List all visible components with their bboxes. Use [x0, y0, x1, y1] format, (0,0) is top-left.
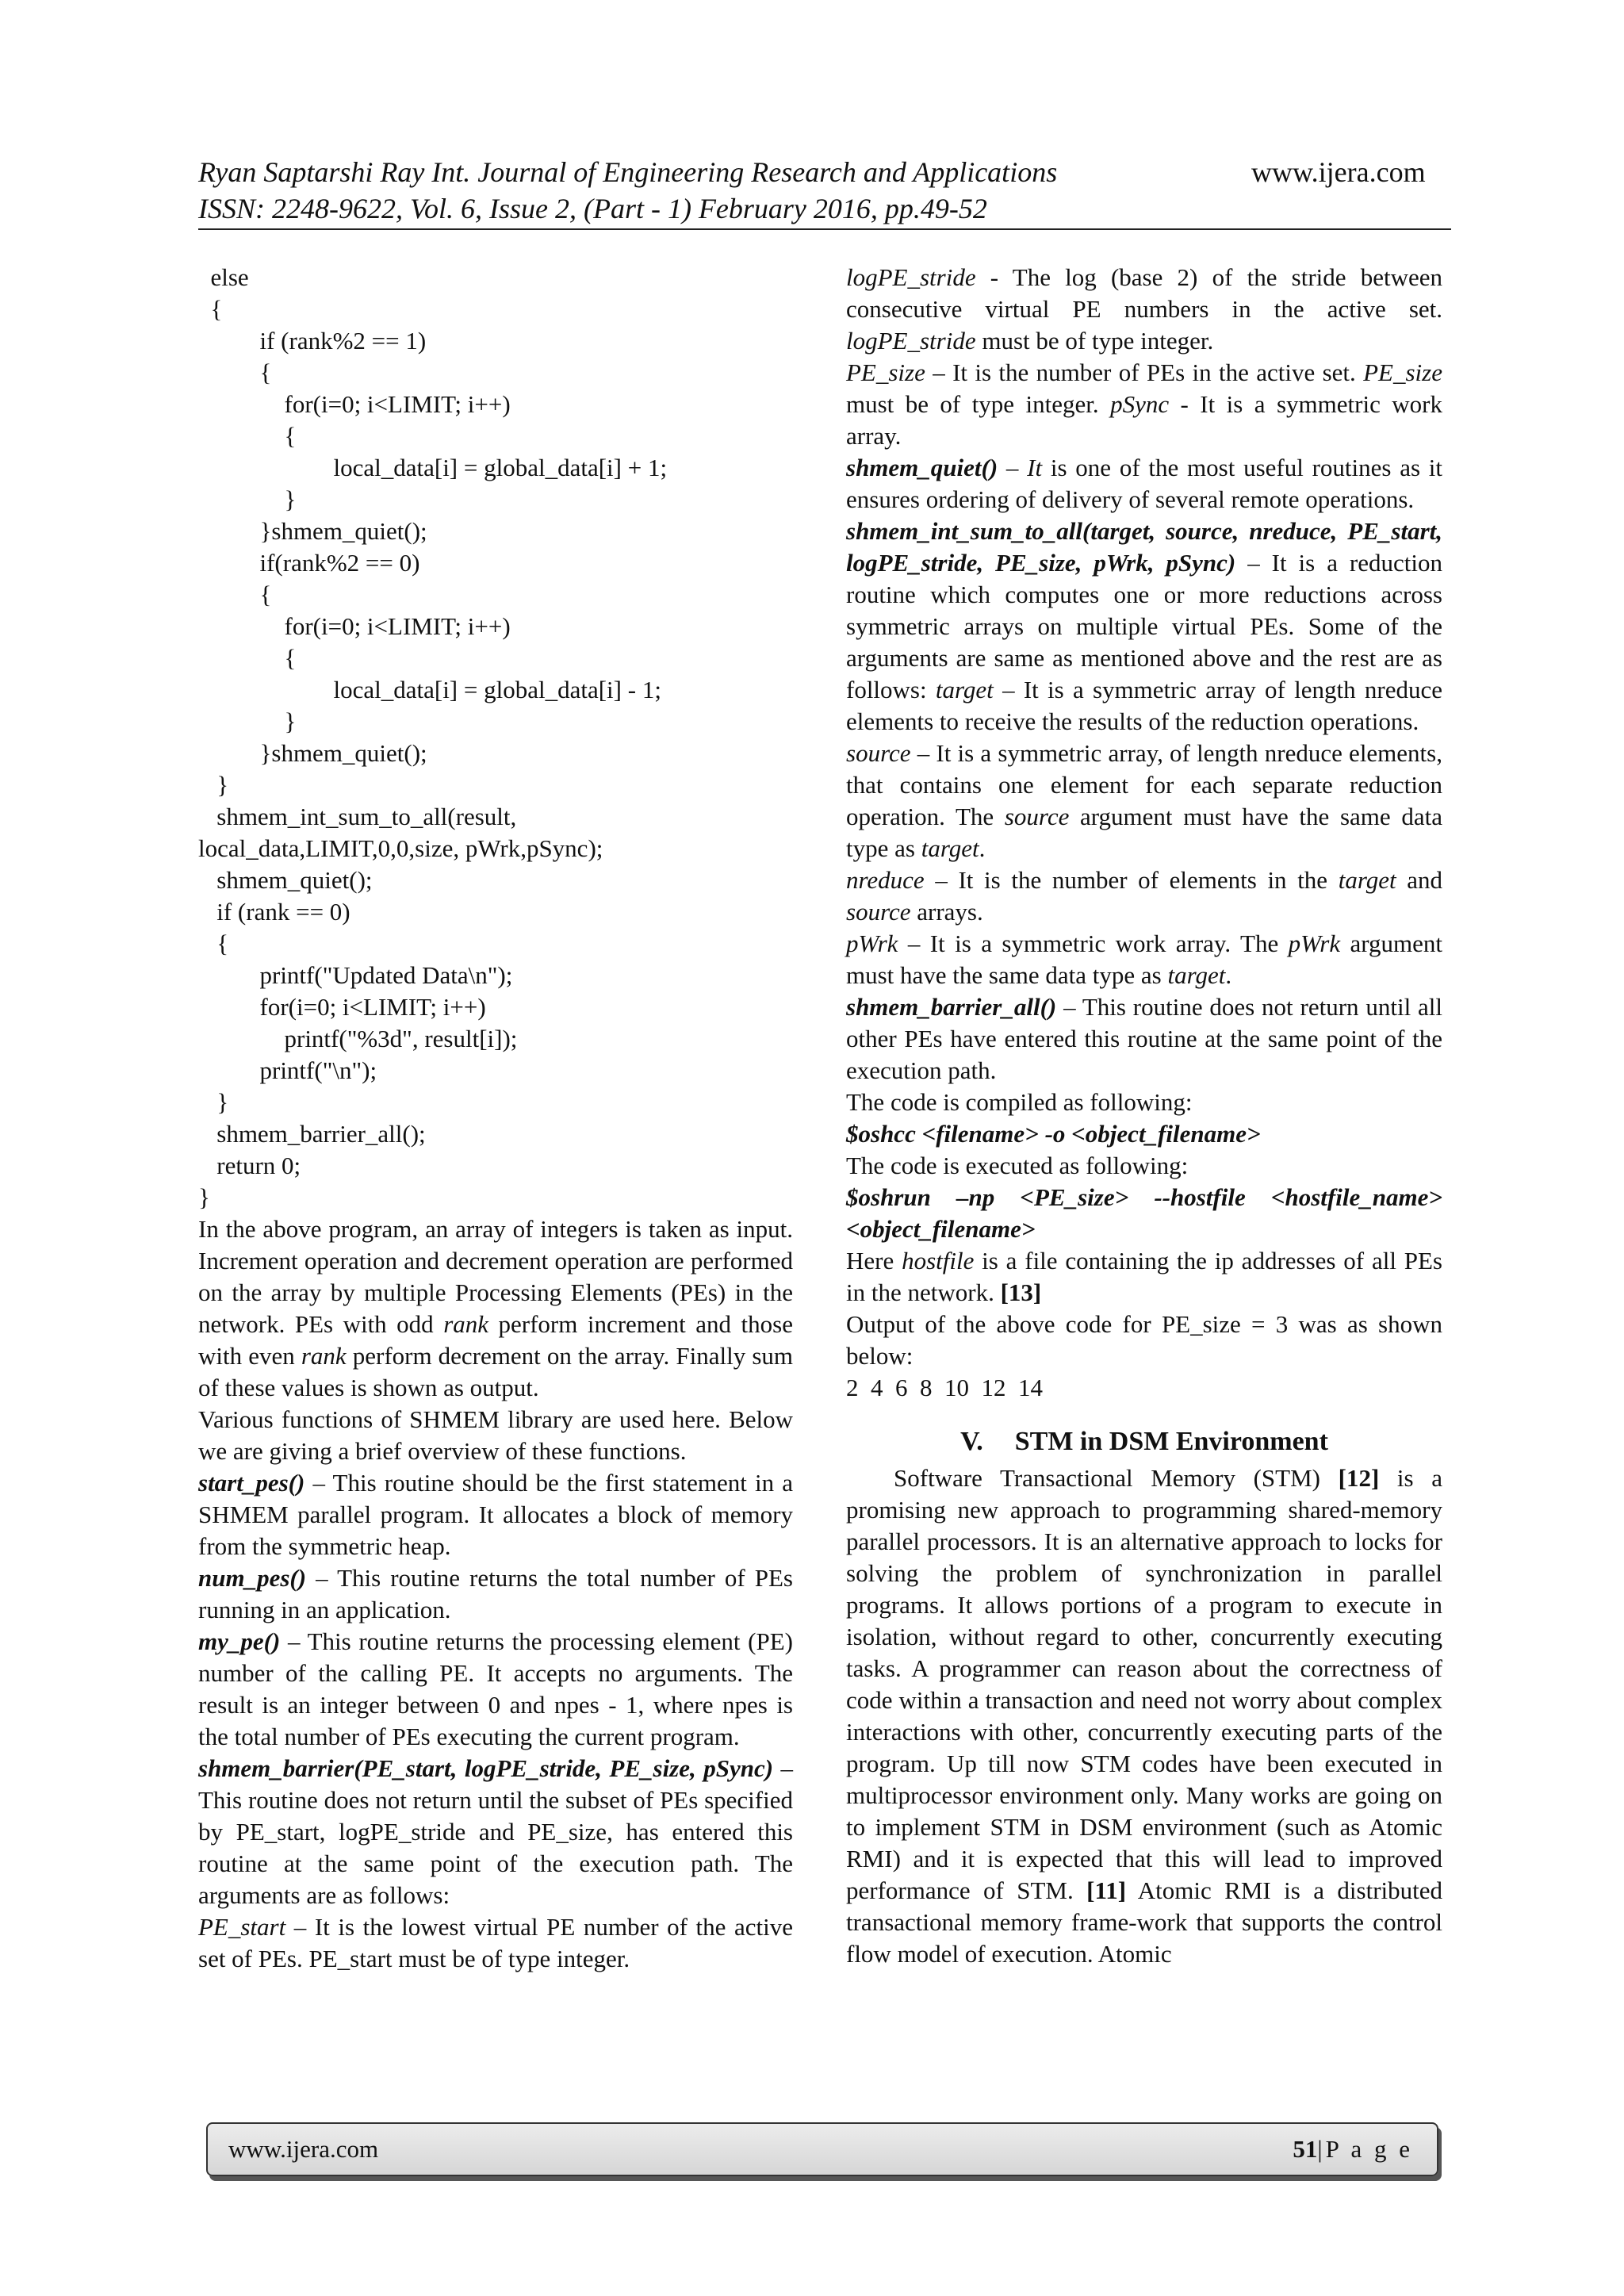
output-values: 2 4 6 8 10 12 14: [846, 1374, 1043, 1401]
code-line: local_data[i] = global_data[i] - 1;: [198, 676, 661, 703]
code-line: {: [198, 295, 223, 323]
code-line: if (rank%2 == 1): [198, 327, 427, 355]
def-nreduce: nreduce – It is the number of elements in the target and source arrays.: [846, 866, 1443, 926]
header-site-url[interactable]: www.ijera.com: [1251, 156, 1426, 188]
code-line: shmem_barrier_all();: [198, 1120, 426, 1148]
def-pe-size: PE_size – It is the number of PEs in the active set. PE_size must be of type integer. pSync - It is a symmetric work array.: [846, 358, 1442, 450]
code-line: if(rank%2 == 0): [198, 549, 420, 577]
code-line: if (rank == 0): [198, 898, 350, 926]
execute-label: The code is executed as following:: [846, 1152, 1189, 1179]
page-number: 51|P a g e: [1293, 2135, 1413, 2163]
code-line: {: [198, 358, 272, 386]
code-line: }: [198, 1088, 229, 1116]
def-pwrk: pWrk – It is a symmetric work array. The pWrk argument must have the same data type as target.: [846, 930, 1442, 989]
code-line: }shmem_quiet();: [198, 739, 427, 767]
code-line: {: [198, 422, 297, 450]
right-column: [846, 262, 1442, 1970]
def-logpe-stride: logPE_stride - The log (base 2) of the stride between consecutive virtual PE numbers in the active set. logPE_stride must be of type integer.: [846, 263, 1442, 355]
header-rule: [198, 228, 1451, 230]
paragraph-functions-intro: Various functions of SHMEM library are used here. Below we are giving a brief overview of these functions.: [198, 1405, 793, 1465]
stm-paragraph: Software Transactional Memory (STM) [12] is a promising new approach to programming shared-memory parallel processors. It is an alternative approach to locks for solving the problem of synchronization in parallel programs. It allows portions of a program to execute in isolation, without regard to other, concurrently executing tasks. A programmer can reason about the correctness of code within a transaction and need not worry about complex interactions with other, concurrently executing parts of the program. Up till now STM codes have been executed in multiprocessor environment only. Many works are going on to implement STM in DSM environment (such as Atomic RMI) and it is expected that this will lead to improved performance of STM. [11] Atomic RMI is a distributed transactional memory frame-work that supports the control flow model of execution. Atomic: [846, 1464, 1442, 1968]
code-line: {: [198, 644, 297, 672]
compile-label: The code is compiled as following:: [846, 1088, 1193, 1116]
code-line: }: [198, 707, 297, 735]
page-footer: [206, 2122, 1438, 2176]
code-line: local_data[i] = global_data[i] + 1;: [198, 454, 668, 481]
def-shmem-quiet: shmem_quiet() – It is one of the most useful routines as it ensures ordering of delivery of several remote operations.: [846, 454, 1443, 513]
compile-command: $oshcc <filename> -o <object_filename>: [846, 1120, 1261, 1148]
code-line: local_data,LIMIT,0,0,size, pWrk,pSync);: [198, 834, 603, 862]
hostfile-paragraph: Here hostfile is a file containing the ip addresses of all PEs in the network. [13]: [846, 1247, 1442, 1306]
code-line: for(i=0; i<LIMIT; i++): [198, 993, 486, 1021]
code-line: shmem_quiet();: [198, 866, 373, 894]
code-line: printf("%3d", result[i]);: [198, 1025, 518, 1052]
running-header-issn: ISSN: 2248-9622, Vol. 6, Issue 2, (Part - 1) February 2016, pp.49-52: [198, 193, 987, 224]
code-line: printf("\n");: [198, 1056, 377, 1084]
def-start-pes: start_pes() – This routine should be the first statement in a SHMEM parallel program. It allocates a block of memory from the symmetric heap.: [198, 1469, 793, 1560]
footer-site-url[interactable]: www.ijera.com: [228, 2135, 379, 2163]
code-line: for(i=0; i<LIMIT; i++): [198, 612, 511, 640]
def-source: source – It is a symmetric array, of length nreduce elements, that contains one element for each separate reduction operation. The source argument must have the same data type as target.: [846, 739, 1443, 862]
code-line: {: [198, 581, 272, 608]
code-line: }: [198, 1183, 210, 1211]
def-shmem-int-sum: shmem_int_sum_to_all(target, source, nreduce, PE_start, logPE_stride, PE_size, pWrk, pSync) – It is a reduction routine which computes one or more reductions across symmetric arrays on multiple virtual PEs. Some of the arguments are same as mentioned above and the rest are as follows: target – It is a symmetric array of length nreduce elements to receive the results of the reduction operations.: [846, 517, 1442, 735]
code-listing: [198, 262, 793, 1213]
code-line: }shmem_quiet();: [198, 517, 427, 545]
code-line: else: [198, 263, 249, 291]
code-line: return 0;: [198, 1152, 301, 1179]
code-line: printf("Updated Data\n");: [198, 961, 513, 989]
code-line: }: [198, 485, 297, 513]
def-num-pes: num_pes() – This routine returns the total number of PEs running in an application.: [198, 1564, 793, 1623]
running-header-journal: Ryan Saptarshi Ray Int. Journal of Engineering Research and Applications: [198, 156, 1058, 188]
code-line: {: [198, 930, 229, 957]
code-line: }: [198, 771, 229, 799]
code-line: for(i=0; i<LIMIT; i++): [198, 390, 511, 418]
output-paragraph: Output of the above code for PE_size = 3 was as shown below:: [846, 1310, 1442, 1370]
def-shmem-barrier-all: shmem_barrier_all() – This routine does not return until all other PEs have entered this routine at the same point of the execution path.: [846, 993, 1442, 1084]
paragraph-program-description: In the above program, an array of integers is taken as input. Increment operation and decrement operation are performed on the array by multiple Processing Elements (PEs) in the network. PEs with odd rank perform increment and those with even rank perform decrement on the array. Finally sum of these values is shown as output.: [198, 1215, 793, 1401]
def-my-pe: my_pe() – This routine returns the processing element (PE) number of the calling PE. It accepts no arguments. The result is an integer between 0 and npes - 1, where npes is the total number of PEs executing the current program.: [198, 1627, 793, 1750]
def-pe-start: PE_start – It is the lowest virtual PE number of the active set of PEs. PE_start must be of type integer.: [198, 1913, 793, 1972]
section-heading: V. STM in DSM Environment: [960, 1427, 1328, 1456]
left-column: [198, 262, 793, 1975]
def-shmem-barrier: shmem_barrier(PE_start, logPE_stride, PE_size, pSync) – This routine does not return until the subset of PEs specified by PE_start, logPE_stride and PE_size, has entered this routine at the same point of the execution path. The arguments are as follows:: [198, 1754, 794, 1909]
run-command: $oshrun –np <PE_size> --hostfile <hostfile_name> <object_filename>: [846, 1183, 1442, 1243]
code-line: shmem_int_sum_to_all(result,: [198, 803, 517, 830]
